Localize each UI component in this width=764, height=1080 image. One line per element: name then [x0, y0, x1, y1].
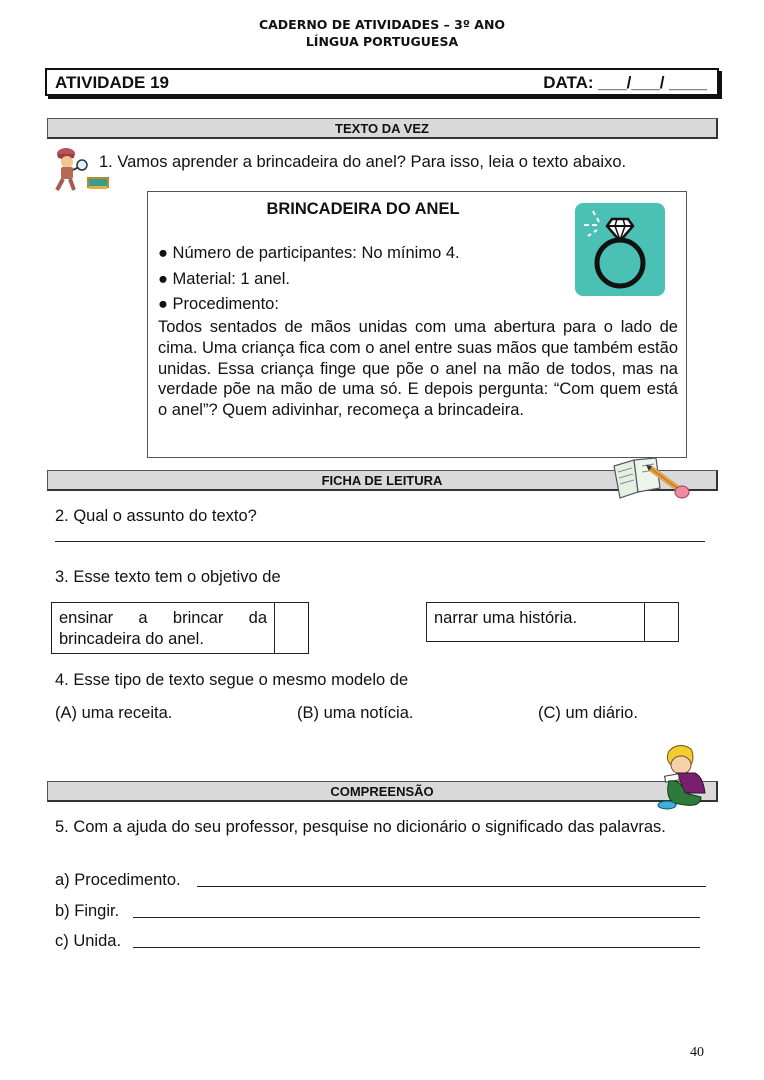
question-2: 2. Qual o assunto do texto? [55, 507, 257, 525]
book-pencil-icon [608, 456, 690, 502]
q3-option-2-checkbox[interactable] [644, 603, 678, 641]
header-line-2: LÍNGUA PORTUGUESA [305, 34, 459, 49]
procedure-paragraph: Todos sentados de mãos unidas com uma abertura para o lado de cima. Uma criança fica com o anel entre suas mãos que também estão unidas. Essa criança finge que põe o anel na mão de todos, mas na verdade põe na mão de uma só. E depois pergunta: “Com quem está o anel”? Quem adivinhar, recomeça a brincadeira. [158, 318, 678, 420]
q3-option-1 [51, 602, 309, 654]
activity-title: ATIVIDADE 19 [55, 73, 169, 92]
answer-line-q5a[interactable] [197, 886, 706, 887]
date-field[interactable]: DATA: ___/___/ ____ [543, 73, 707, 92]
section-compreensao: COMPREENSÃO [47, 781, 718, 802]
q4-option-a[interactable]: (A) uma receita. [55, 704, 173, 722]
q4-option-c[interactable]: (C) um diário. [538, 704, 638, 722]
q5-item-a-label: a) Procedimento. [55, 871, 181, 889]
q3-option-2 [426, 602, 679, 642]
activity-bar [45, 68, 719, 96]
reading-text-title: BRINCADEIRA DO ANEL [266, 200, 460, 218]
question-5: 5. Com a ajuda do seu professor, pesquise no dicionário o significado das palavras. [55, 818, 666, 836]
q5-item-c-label: c) Unida. [55, 932, 122, 950]
diamond-ring-icon [575, 203, 665, 296]
document-header [0, 16, 764, 50]
bullet-participants: ● Número de participantes: No mínimo 4. [158, 244, 460, 262]
question-4: 4. Esse tipo de texto segue o mesmo modelo de [55, 671, 409, 689]
answer-line-q5c[interactable] [133, 947, 700, 948]
answer-line-q5b[interactable] [133, 917, 700, 918]
bullet-material: ● Material: 1 anel. [158, 270, 290, 288]
section-ficha-de-leitura: FICHA DE LEITURA [47, 470, 718, 491]
page-number: 40 [690, 1045, 704, 1060]
answer-line-q2[interactable] [55, 541, 705, 542]
question-3: 3. Esse texto tem o objetivo de [55, 568, 281, 586]
section-texto-da-vez: TEXTO DA VEZ [47, 118, 718, 139]
reading-boy-icon [655, 741, 713, 811]
q3-option-1-checkbox[interactable] [274, 603, 308, 653]
q4-option-b[interactable]: (B) uma notícia. [297, 704, 414, 722]
bullet-procedure: ● Procedimento: [158, 295, 279, 313]
q3-option-2-label: narrar uma história. [434, 609, 578, 627]
q3-option-1-label: ensinar a brincar da brincadeira do anel. [59, 609, 267, 648]
q5-item-b-label: b) Fingir. [55, 902, 120, 920]
header-line-1: CADERNO DE ATIVIDADES – 3º ANO [258, 17, 506, 32]
question-1: 1. Vamos aprender a brincadeira do anel? Para isso, leia o texto abaixo. [99, 153, 627, 171]
